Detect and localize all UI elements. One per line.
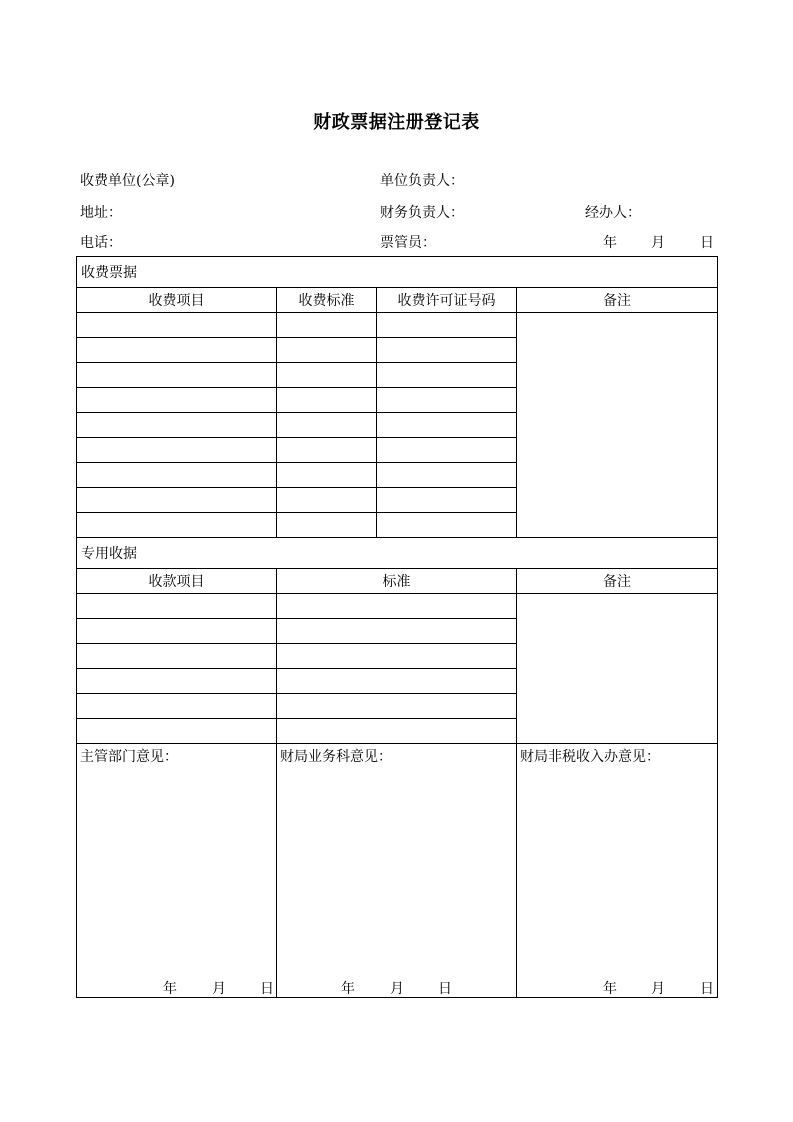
fee-license-cell[interactable] [377,438,517,463]
charging-unit-label: 收费单位(公章) [80,173,175,189]
opinion-supervisor-date [77,978,276,996]
opinion-finance-business-date [277,978,516,996]
address-label: 地址： [80,205,122,221]
receipt-standard-cell[interactable] [277,694,517,719]
receipt-item-cell[interactable] [77,594,277,619]
phone-label: 电话： [80,235,122,251]
fee-remarks-cell[interactable] [517,313,718,538]
date-month: 月 [390,981,404,997]
fee-standard-cell[interactable] [277,313,377,338]
date-day: 日 [700,235,714,251]
receipt-standard-cell[interactable] [277,669,517,694]
fee-standard-cell[interactable] [277,488,377,513]
date-month: 月 [651,235,665,251]
fee-standard-cell[interactable] [277,388,377,413]
date-day: 日 [700,981,714,997]
receipt-item-cell[interactable] [77,669,277,694]
fee-license-cell[interactable] [377,513,517,538]
fee-item-cell[interactable] [77,363,277,388]
fee-standard-cell[interactable] [277,463,377,488]
opinion-supervisor-label: 主管部门意见： [80,749,178,765]
fee-item-cell[interactable] [77,338,277,363]
opinion-finance-business-label: 财局业务科意见： [280,749,392,765]
col-fee-license-no: 收费许可证号码 [377,288,517,313]
fee-standard-cell[interactable] [277,513,377,538]
fee-license-cell[interactable] [377,463,517,488]
fee-item-cell[interactable] [77,438,277,463]
handler-label: 经办人： [585,205,641,221]
section-special-receipt-title: 专用收据 [77,538,718,569]
col-receipt-remarks: 备注 [517,569,718,594]
finance-head-label: 财务负责人： [380,205,464,221]
date-month: 月 [212,981,226,997]
fee-item-cell[interactable] [77,513,277,538]
fee-license-cell[interactable] [377,363,517,388]
fee-standard-cell[interactable] [277,438,377,463]
opinion-supervisor[interactable] [77,744,277,998]
ticket-manager-label: 票管员： [380,235,436,251]
fee-license-cell[interactable] [377,413,517,438]
fee-item-cell[interactable] [77,488,277,513]
date-month: 月 [651,981,665,997]
fee-standard-cell[interactable] [277,338,377,363]
receipt-standard-cell[interactable] [277,619,517,644]
unit-head-label: 单位负责人： [380,173,464,189]
receipt-standard-cell[interactable] [277,719,517,744]
fee-license-cell[interactable] [377,388,517,413]
fee-item-cell[interactable] [77,463,277,488]
date-year: 年 [163,981,177,997]
opinion-nontax-office-date [517,978,717,996]
fee-license-cell[interactable] [377,488,517,513]
header-date [603,232,715,250]
receipt-item-cell[interactable] [77,619,277,644]
receipt-standard-cell[interactable] [277,594,517,619]
receipt-remarks-cell[interactable] [517,594,718,744]
opinion-nontax-office[interactable] [517,744,718,998]
fee-item-cell[interactable] [77,313,277,338]
fee-standard-cell[interactable] [277,413,377,438]
date-year: 年 [603,235,617,251]
fee-license-cell[interactable] [377,338,517,363]
fee-item-cell[interactable] [77,388,277,413]
receipt-item-cell[interactable] [77,694,277,719]
registration-table [76,256,718,998]
fee-license-cell[interactable] [377,313,517,338]
col-fee-remarks: 备注 [517,288,718,313]
date-day: 日 [438,981,452,997]
form-title: 财政票据注册登记表 [313,112,480,133]
fee-item-cell[interactable] [77,413,277,438]
section-fee-bills-title: 收费票据 [77,257,718,288]
opinion-nontax-office-label: 财局非税收入办意见： [520,749,660,765]
date-day: 日 [260,981,274,997]
receipt-item-cell[interactable] [77,644,277,669]
col-receipt-item: 收款项目 [77,569,277,594]
col-receipt-standard: 标准 [277,569,517,594]
receipt-item-cell[interactable] [77,719,277,744]
col-fee-standard: 收费标准 [277,288,377,313]
fee-standard-cell[interactable] [277,363,377,388]
opinion-finance-business[interactable] [277,744,517,998]
col-fee-item: 收费项目 [77,288,277,313]
date-year: 年 [341,981,355,997]
date-year: 年 [603,981,617,997]
receipt-standard-cell[interactable] [277,644,517,669]
